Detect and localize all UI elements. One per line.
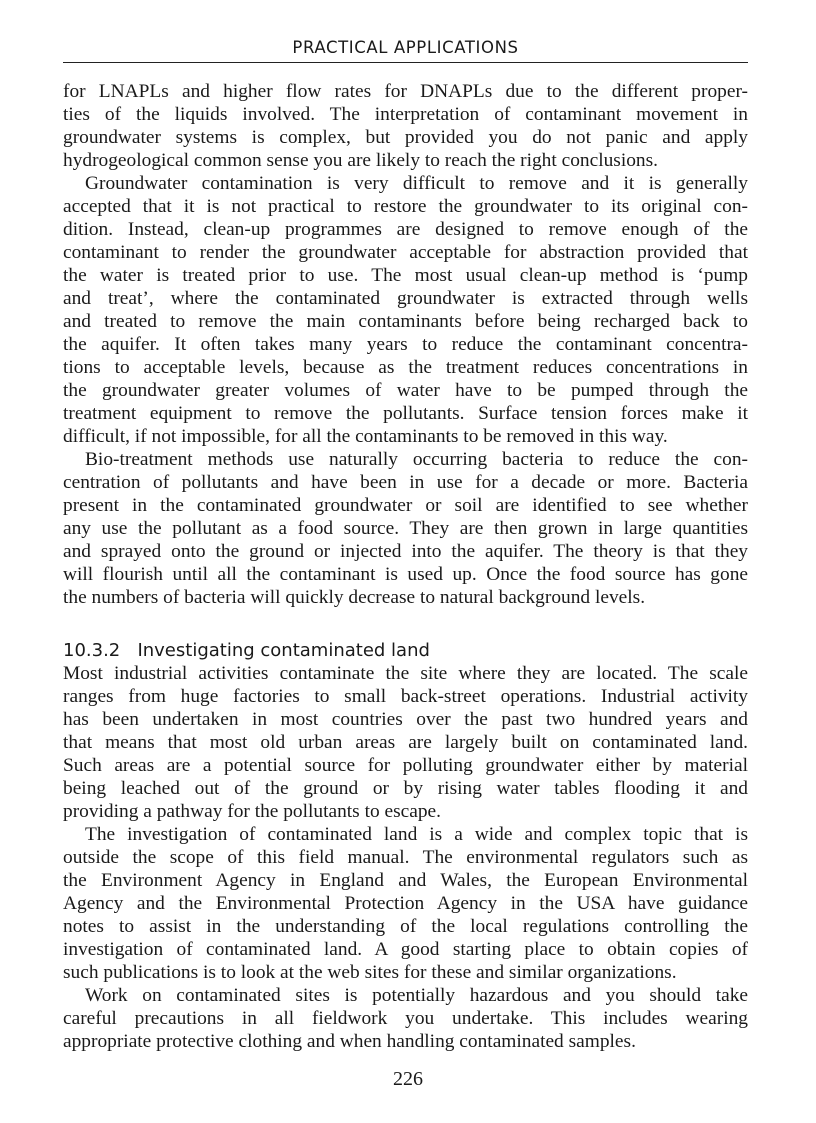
- text-line: dition. Instead, clean-up programmes are designed to remove enough of the: [63, 219, 748, 240]
- section-title: Investigating contaminated land: [137, 640, 430, 661]
- text-line: ranges from huge factories to small back-street operations. Industrial activity: [63, 686, 748, 707]
- text-line: for LNAPLs and higher flow rates for DNAPLs due to the different proper-: [63, 81, 748, 102]
- text-line: investigation of contaminated land. A good starting place to obtain copies of: [63, 939, 748, 960]
- text-line: treatment equipment to remove the pollutants. Surface tension forces make it: [63, 403, 748, 424]
- text-line: and treated to remove the main contaminants before being recharged back to: [63, 311, 748, 332]
- text-line: The investigation of contaminated land is a wide and complex topic that is: [85, 824, 748, 845]
- text-line: tions to acceptable levels, because as the treatment reduces concentrations in: [63, 357, 748, 378]
- text-line: that means that most old urban areas are largely built on contaminated land.: [63, 732, 748, 753]
- text-line: hydrogeological common sense you are likely to reach the right conclusions.: [63, 150, 659, 171]
- text-line: notes to assist in the understanding of the local regulations controlling the: [63, 916, 748, 937]
- paragraph: [63, 448, 748, 609]
- text-line: Agency and the Environmental Protection Agency in the USA have guidance: [63, 893, 748, 914]
- text-line: the groundwater greater volumes of water have to be pumped through the: [63, 380, 748, 401]
- text-line: any use the pollutant as a food source. They are then grown in large quantities: [63, 518, 748, 539]
- text-line: providing a pathway for the pollutants to escape.: [63, 801, 442, 822]
- running-header: PRACTICAL APPLICATIONS: [292, 38, 519, 57]
- text-line: Bio-treatment methods use naturally occurring bacteria to reduce the con-: [85, 449, 748, 470]
- text-line: centration of pollutants and have been in use for a decade or more. Bacteria: [63, 472, 748, 493]
- text-line: such publications is to look at the web sites for these and similar organizations.: [63, 962, 677, 983]
- text-line: the numbers of bacteria will quickly decrease to natural background levels.: [63, 587, 646, 608]
- text-line: difficult, if not impossible, for all the contaminants to be removed in this way.: [63, 426, 668, 447]
- text-line: the Environment Agency in England and Wales, the European Environmental: [63, 870, 748, 891]
- text-line: will flourish until all the contaminant is used up. Once the food source has gone: [63, 564, 748, 585]
- text-line: Most industrial activities contaminate the site where they are located. The scale: [63, 663, 748, 684]
- section-number: 10.3.2: [63, 640, 121, 661]
- paragraph: [63, 172, 748, 448]
- paragraph: [63, 80, 748, 172]
- text-line: being leached out of the ground or by rising water tables flooding it and: [63, 778, 748, 799]
- paragraph: [63, 662, 748, 823]
- text-line: ties of the liquids involved. The interpretation of contaminant movement in: [63, 104, 748, 125]
- header-rule: [63, 62, 748, 63]
- text-line: groundwater systems is complex, but provided you do not panic and apply: [63, 127, 748, 148]
- text-line: careful precautions in all fieldwork you undertake. This includes wearing: [63, 1008, 748, 1029]
- paragraph: [63, 823, 748, 984]
- paragraph: [63, 984, 748, 1053]
- text-line: and sprayed onto the ground or injected into the aquifer. The theory is that they: [63, 541, 748, 562]
- text-line: present in the contaminated groundwater or soil are identified to see whether: [63, 495, 748, 516]
- text-line: Such areas are a potential source for polluting groundwater either by material: [63, 755, 748, 776]
- text-line: the aquifer. It often takes many years to reduce the contaminant concentra-: [63, 334, 748, 355]
- text-line: contaminant to render the groundwater acceptable for abstraction provided that: [63, 242, 748, 263]
- text-line: the water is treated prior to use. The most usual clean-up method is ‘pump: [63, 265, 748, 286]
- text-line: accepted that it is not practical to restore the groundwater to its original con-: [63, 196, 748, 217]
- text-line: Groundwater contamination is very difficult to remove and it is generally: [85, 173, 748, 194]
- text-line: and treat’, where the contaminated groundwater is extracted through wells: [63, 288, 748, 309]
- text-line: outside the scope of this field manual. The environmental regulators such as: [63, 847, 748, 868]
- page-number: 226: [393, 1068, 423, 1090]
- text-line: Work on contaminated sites is potentially hazardous and you should take: [85, 985, 748, 1006]
- page-body: [63, 80, 748, 1053]
- section-heading: [63, 639, 748, 662]
- text-line: has been undertaken in most countries over the past two hundred years and: [63, 709, 748, 730]
- text-line: appropriate protective clothing and when handling contaminated samples.: [63, 1031, 636, 1052]
